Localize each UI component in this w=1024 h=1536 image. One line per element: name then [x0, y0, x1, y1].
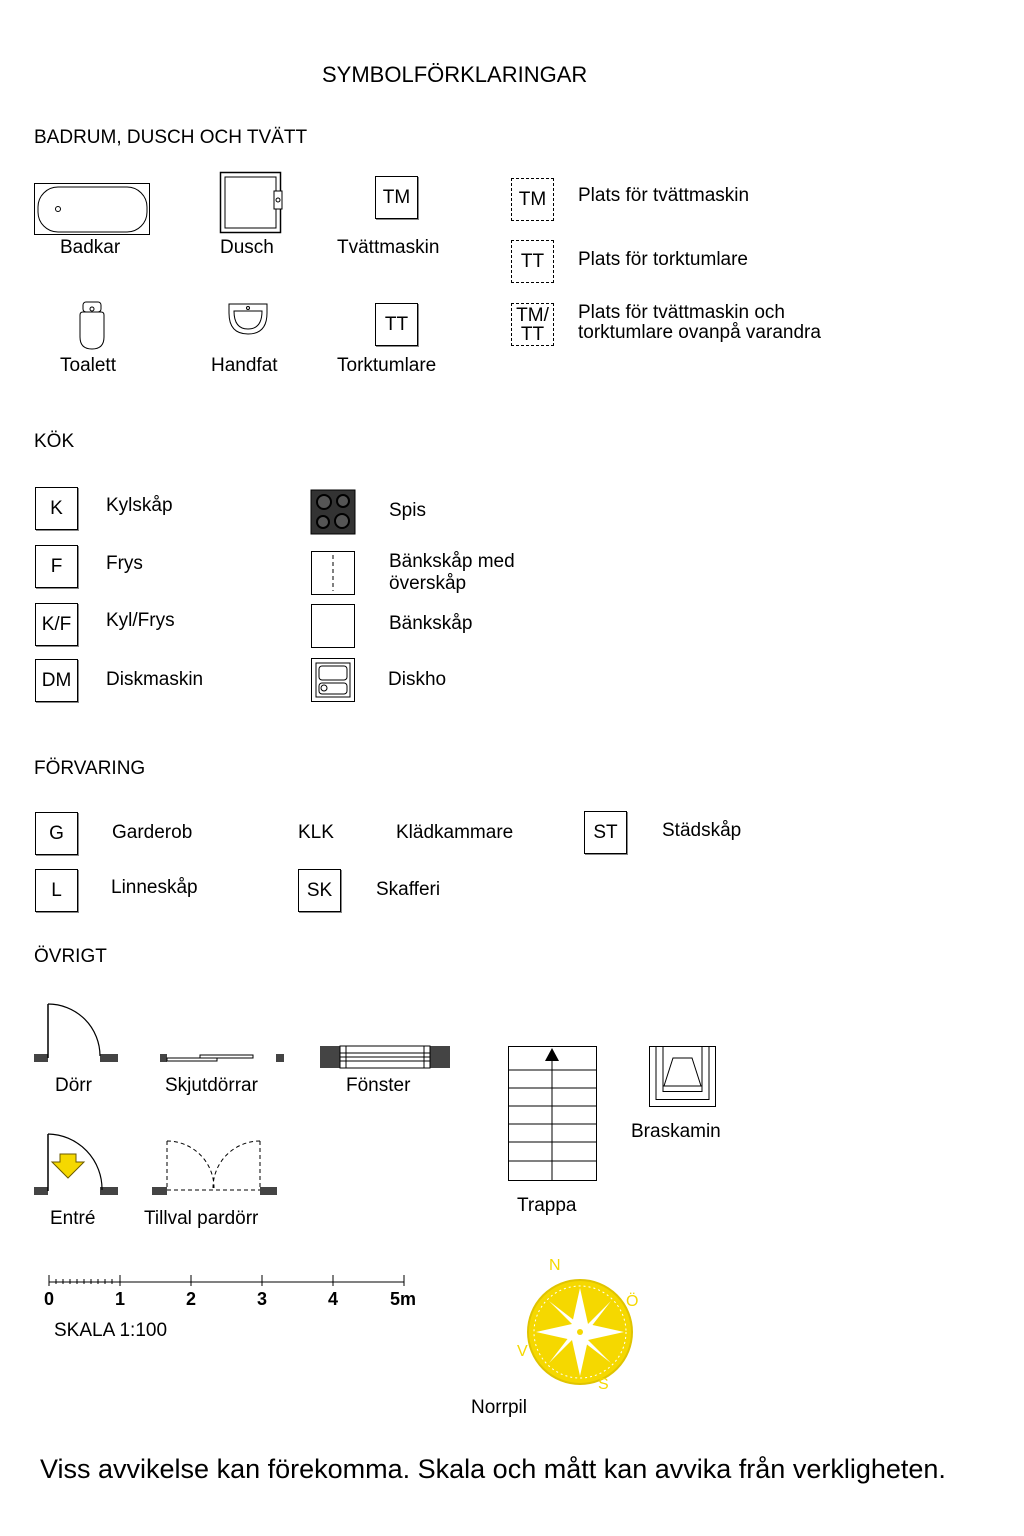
compass-v: V	[517, 1343, 528, 1360]
section-heading-storage: FÖRVARING	[34, 758, 146, 779]
compass-o: Ö	[626, 1293, 639, 1310]
stacked-code-1: TM/	[516, 304, 549, 326]
label-tvattmaskin: Tvättmaskin	[337, 237, 440, 258]
fridge-freezer-symbol: K/F	[35, 603, 78, 646]
label-bankskap: Bänkskåp	[389, 613, 473, 634]
wardrobe-symbol: G	[35, 812, 78, 855]
label-plats-tvattmaskin: Plats för tvättmaskin	[578, 185, 750, 206]
window-icon	[320, 1045, 450, 1069]
label-plats-stack-2: torktumlare ovanpå varandra	[578, 322, 821, 343]
pantry-symbol: SK	[298, 869, 341, 912]
washer-place-symbol: TM	[511, 178, 554, 221]
label-frys: Frys	[106, 553, 143, 574]
freezer-symbol: F	[35, 545, 78, 588]
fireplace-icon	[649, 1046, 717, 1108]
dishwasher-symbol: DM	[35, 659, 78, 702]
toilet-icon	[78, 301, 106, 351]
label-torktumlare: Torktumlare	[337, 355, 437, 376]
bathtub-icon	[34, 183, 150, 235]
label-dorr: Dörr	[55, 1075, 92, 1096]
compass-icon	[518, 1270, 642, 1394]
label-trappa: Trappa	[517, 1195, 577, 1216]
scale-tick-1: 1	[115, 1289, 126, 1309]
scale-label: SKALA 1:100	[54, 1320, 168, 1341]
label-diskho: Diskho	[388, 669, 447, 690]
cleaning-closet-symbol: ST	[584, 811, 627, 854]
label-stadskap: Städskåp	[662, 820, 742, 841]
label-bankskap-med-1: Bänkskåp med	[389, 551, 515, 572]
door-icon	[34, 1000, 120, 1062]
label-bankskap-med-2: överskåp	[389, 573, 467, 594]
stairs-icon	[508, 1046, 598, 1182]
label-entre: Entré	[50, 1208, 96, 1229]
label-diskmaskin: Diskmaskin	[106, 669, 204, 690]
section-heading-kitchen: KÖK	[34, 431, 75, 452]
scale-tick-5: 5m	[390, 1289, 417, 1309]
label-braskamin: Braskamin	[631, 1121, 721, 1142]
compass-s: S	[598, 1376, 609, 1393]
disclaimer: Viss avvikelse kan förekomma. Skala och mått kan avvika från verkligheten.	[40, 1454, 946, 1484]
dryer-symbol: TT	[375, 303, 418, 346]
label-fonster: Fönster	[346, 1075, 411, 1096]
scale-tick-4: 4	[328, 1289, 339, 1309]
counter-with-upper-cabinet-icon	[311, 551, 355, 595]
label-plats-torktumlare: Plats för torktumlare	[578, 249, 748, 270]
kitchen-sink-icon	[311, 658, 355, 702]
scale-tick-2: 2	[186, 1289, 197, 1309]
counter-cabinet-icon	[311, 604, 355, 648]
scale-bar	[46, 1272, 410, 1288]
label-tillval-pardorr: Tillval pardörr	[144, 1208, 259, 1229]
stove-icon	[311, 490, 355, 534]
label-toalett: Toalett	[60, 355, 116, 376]
label-handfat: Handfat	[211, 355, 278, 376]
label-skafferi: Skafferi	[376, 879, 441, 900]
compass-label: Norrpil	[471, 1397, 527, 1418]
label-spis: Spis	[389, 500, 426, 521]
label-badkar: Badkar	[60, 237, 121, 258]
section-heading-other: ÖVRIGT	[34, 946, 107, 967]
page-title: SYMBOLFÖRKLARINGAR	[322, 62, 588, 87]
sink-icon	[228, 303, 268, 335]
stacked-place-symbol	[511, 303, 554, 346]
label-kylskap: Kylskåp	[106, 495, 173, 516]
washing-machine-symbol: TM	[375, 176, 418, 219]
entrance-arrow-icon	[52, 1154, 84, 1178]
double-door-option-icon	[152, 1138, 278, 1196]
label-garderob: Garderob	[112, 822, 193, 843]
fridge-symbol: K	[35, 487, 78, 530]
shower-icon	[220, 172, 284, 234]
linen-closet-symbol: L	[35, 869, 78, 912]
label-plats-stack-1: Plats för tvättmaskin och	[578, 302, 785, 323]
label-skjutdorrar: Skjutdörrar	[165, 1075, 258, 1096]
sliding-door-icon	[160, 1050, 285, 1064]
label-linneskap: Linneskåp	[111, 877, 198, 898]
label-kylfrys: Kyl/Frys	[106, 610, 175, 631]
scale-tick-0: 0	[44, 1289, 55, 1309]
stacked-code-2: TT	[520, 323, 545, 345]
label-dusch: Dusch	[220, 237, 274, 258]
label-kladkammare: Klädkammare	[396, 822, 514, 843]
entrance-door-icon	[34, 1132, 120, 1196]
dryer-place-symbol: TT	[511, 240, 554, 283]
walk-in-closet-code: KLK	[298, 822, 334, 843]
compass-n: N	[549, 1257, 561, 1274]
section-heading-bath: BADRUM, DUSCH OCH TVÄTT	[34, 127, 308, 148]
scale-tick-3: 3	[257, 1289, 268, 1309]
